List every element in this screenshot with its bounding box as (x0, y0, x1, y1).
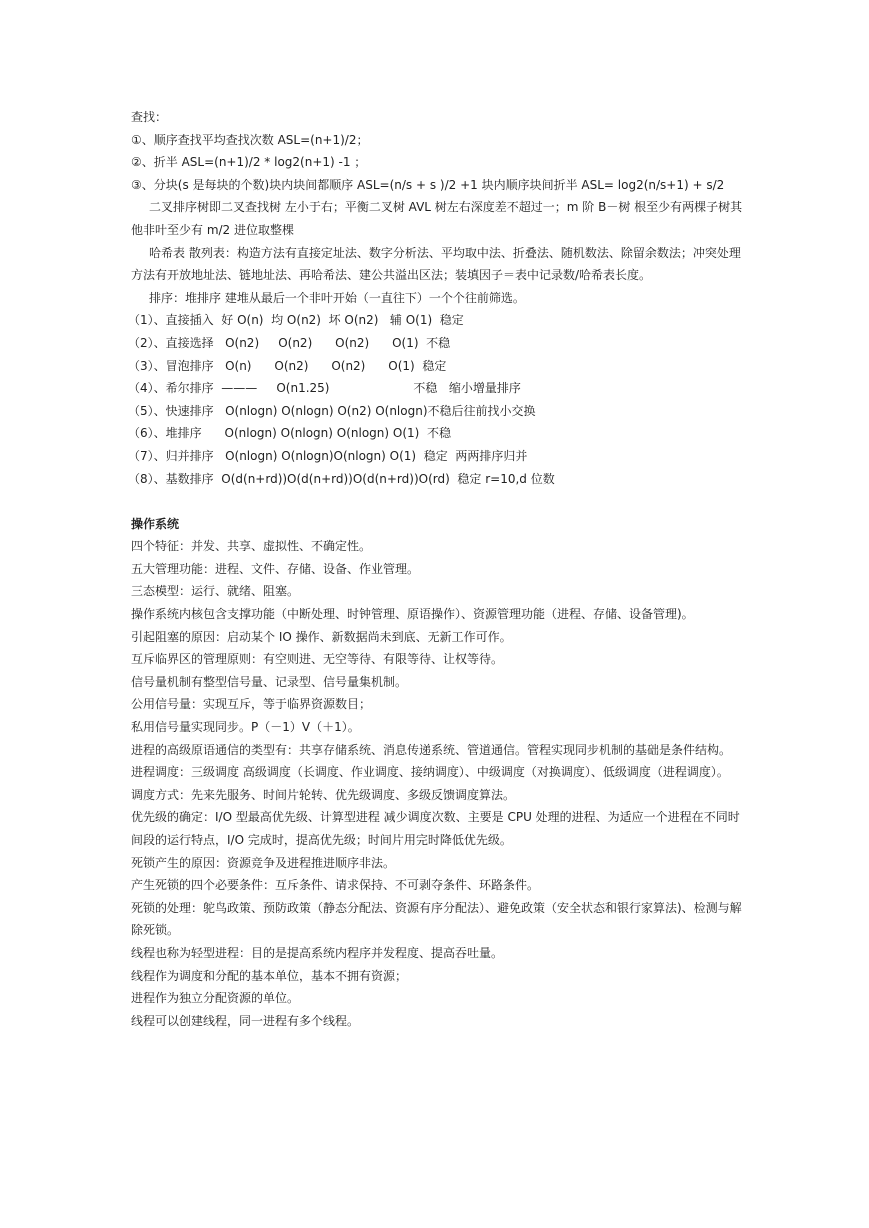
search-item-block: ③、分块(s 是每块的个数)块内块间都顺序 ASL=(n/s + s )/2 +1 块内顺序块间折半 ASL= log2(n/s+1) + s/2 (131, 177, 725, 192)
os-line: 产生死锁的四个必要条件：互斥条件、请求保持、不可剥夺条件、环路条件。 (131, 878, 540, 893)
os-line: 四个特征：并发、共享、虚拟性、不确定性。 (131, 539, 372, 554)
sort-row-selection: （2）、直接选择 O(n2) O(n2) O(n2) O(1) 不稳 (128, 335, 451, 350)
os-line: 进程调度：三级调度 高级调度（长调度、作业调度、接纳调度）、中级调度（对换调度）、低级调度（进程调度）。 (131, 765, 729, 780)
section-spacer (131, 490, 743, 513)
os-line: 操作系统内核包含支撑功能（中断处理、时钟管理、原语操作）、资源管理功能（进程、存储、设备管理)。 (131, 607, 694, 622)
os-line: 五大管理功能：进程、文件、存储、设备、作业管理。 (131, 561, 420, 576)
sort-row-merge: （7）、归并排序 O(nlogn) O(nlogn)O(nlogn) O(1) 稳定 两两排序归并 (128, 448, 528, 463)
os-line: 优先级的确定：I/O 型最高优先级、计算型进程 减少调度次数、主要是 CPU 处理的进程、为适应一个进程在不同时间段的运行特点，I/O 完成时，提高优先级；时间片用完时降低优先级。 (131, 810, 740, 847)
os-line: 线程可以创建线程，同一进程有多个线程。 (131, 1013, 360, 1028)
os-line: 死锁产生的原因：资源竞争及进程推进顺序非法。 (131, 855, 396, 870)
search-title: 查找： (131, 110, 168, 124)
os-line: 三态模型：运行、就绪、阻塞。 (131, 584, 300, 599)
sort-row-bubble: （3）、冒泡排序 O(n) O(n2) O(n2) O(1) 稳定 (128, 358, 447, 373)
bst-paragraph: 二叉排序树即二叉查找树 左小于右；平衡二叉树 AVL 树左右深度差不超过一；m 阶 B－树 根至少有两棵子树其他非叶至少有 m/2 进位取整棵 (131, 200, 743, 237)
os-line: 引起阻塞的原因：启动某个 IO 操作、新数据尚未到底、无新工作可作。 (131, 629, 512, 644)
sort-row-shell: （4）、希尔排序 ——— O(n1.25) 不稳 缩小增量排序 (128, 381, 521, 396)
os-line: 进程的高级原语通信的类型有：共享存储系统、消息传递系统、管道通信。管程实现同步机制的基础是条件结构。 (131, 742, 732, 757)
hash-paragraph: 哈希表 散列表：构造方法有直接定址法、数字分析法、平均取中法、折叠法、随机数法、除留余数法；冲突处理方法有开放地址法、链地址法、再哈希法、建公共溢出区法；装填因子＝表中记录数/哈希表长度。 (131, 245, 741, 283)
os-line: 进程作为独立分配资源的单位。 (131, 991, 300, 1006)
os-line: 线程作为调度和分配的基本单位，基本不拥有资源； (131, 968, 408, 983)
os-line: 公用信号量：实现互斥，等于临界资源数目； (131, 697, 372, 712)
sort-row-radix: （8）、基数排序 O(d(n+rd))O(d(n+rd))O(d(n+rd))O(rd) 稳定 r=10,d 位数 (128, 471, 555, 486)
os-line: 互斥临界区的管理原则：有空则进、无空等待、有限等待、让权等待。 (131, 652, 504, 667)
search-item-sequential: ①、顺序查找平均查找次数 ASL=(n+1)/2； (131, 132, 369, 147)
os-line: 私用信号量实现同步。P（－1）V（＋1）。 (131, 720, 360, 735)
os-line: 信号量机制有整型信号量、记录型、信号量集机制。 (131, 674, 408, 689)
document-page (128, 106, 743, 1032)
sort-row-insertion: （1）、直接插入 好 O(n) 均 O(n2) 坏 O(n2) 辅 O(1) 稳定 (128, 313, 464, 328)
sort-row-quick: （5）、快速排序 O(nlogn) O(nlogn) O(n2) O(nlogn)不稳后往前找小交换 (128, 403, 536, 418)
sort-intro: 排序：堆排序 建堆从最后一个非叶开始（一直往下）一个个往前筛选。 (149, 290, 525, 305)
os-line: 死锁的处理：鸵鸟政策、预防政策（静态分配法、资源有序分配法）、避免政策（安全状态和银行家算法)、检测与解除死锁。 (131, 900, 742, 938)
sort-row-heap: （6）、堆排序 O(nlogn) O(nlogn) O(nlogn) O(1) 不稳 (128, 426, 451, 441)
os-heading: 操作系统 (131, 516, 180, 531)
search-item-binary: ②、折半 ASL=(n+1)/2 * log2(n+1) -1 ； (131, 155, 367, 170)
os-line: 线程也称为轻型进程：目的是提高系统内程序并发程度、提高吞吐量。 (131, 945, 504, 960)
os-line: 调度方式：先来先服务、时间片轮转、优先级调度、多级反馈调度算法。 (131, 787, 516, 802)
